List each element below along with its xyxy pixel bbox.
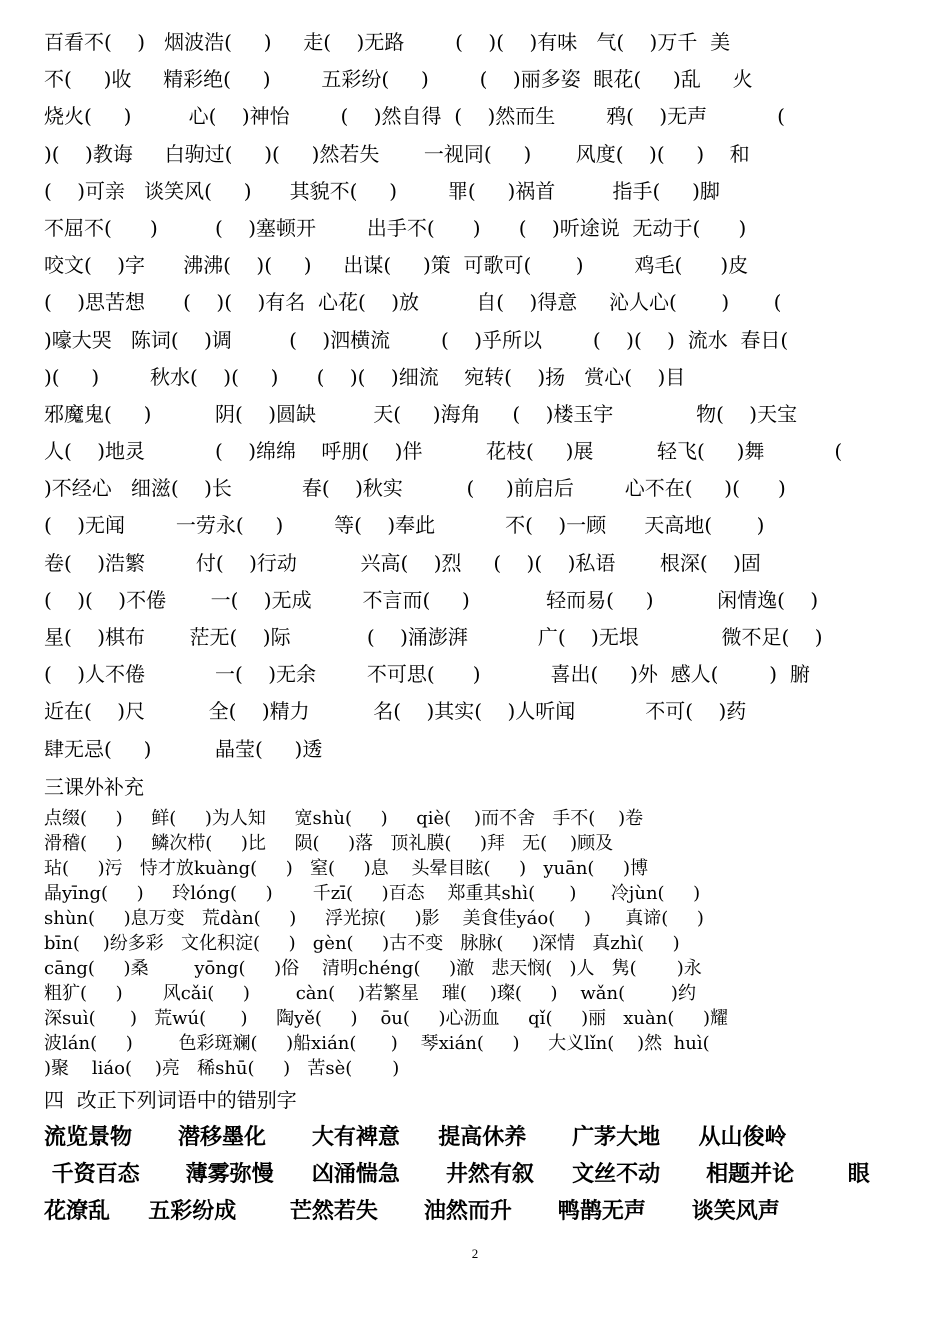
text-line: 千资百态 薄雾弥慢 凶涌惴急 井然有叙 文丝不动 相题并论 眼 bbox=[44, 1160, 870, 1187]
text-line: bīn( )纷多彩 文化积淀( ) gèn( )古不变 脉脉( )深情 真zhì( ) bbox=[44, 932, 680, 954]
text-line: 人( )地灵 ( )绵绵 呼朋( )伴 花枝( )展 轻飞( )舞 ( bbox=[44, 439, 843, 464]
text-line: 点缀( ) 鲜( )为人知 宽shù( ) qiè( )而不舍 手不( )卷 bbox=[44, 807, 644, 829]
page-number: 2 bbox=[471, 1246, 479, 1261]
text-line: cāng( )桑 yōng( )俗 清明chéng( )澈 悲天悯( )人 隽( )永 bbox=[44, 957, 702, 979]
text-line: ( )( )不倦 一( )无成 不言而( ) 轻而易( ) 闲情逸( ) bbox=[44, 587, 819, 612]
text-line: 卷( )浩繁 付( )行动 兴高( )烈 ( )( )私语 根深( )固 bbox=[44, 550, 761, 575]
text-line: 不屈不( ) ( )塞顿开 出手不( ) ( )听途说 无动于( ) bbox=[44, 215, 747, 240]
text-line: )嚎大哭 陈词( )调 ( )泗横流 ( )乎所以 ( )( ) 流水 春日( bbox=[44, 327, 789, 352]
text-line: ( )人不倦 一( )无余 不可思( ) 喜出( )外 感人( ) 腑 bbox=[44, 662, 810, 687]
text-line: shùn( )息万变 荒dàn( ) 浮光掠( )影 美食佳yáo( ) 真谛( ) bbox=[44, 907, 704, 929]
text-line: )聚 liáo( )亮 稀shū( ) 苦sè( ) bbox=[44, 1057, 400, 1079]
text-line: 花潦乱 五彩纷成 芒然若失 油然而升 鸭鹊无声 谈笑风声 bbox=[44, 1197, 780, 1224]
supplement-section bbox=[44, 806, 920, 1081]
section-heading-supplement: 三课外补充 bbox=[44, 774, 144, 799]
correction-section bbox=[44, 1119, 920, 1230]
text-line: 晶yīng( ) 玲lóng( ) 千zī( )百态 郑重其shì( ) 冷jùn( ) bbox=[44, 882, 701, 904]
document-page bbox=[44, 24, 920, 1230]
text-line: 烧火( ) 心( )神怡 ( )然自得 ( )然而生 鸦( )无声 ( bbox=[44, 104, 785, 129]
text-line: 邪魔鬼( ) 阴( )圆缺 天( )海角 ( )楼玉宇 物( )天宝 bbox=[44, 401, 798, 426]
text-line: ( )无闻 一劳永( ) 等( )奉此 不( )一顾 天高地( ) bbox=[44, 513, 765, 538]
text-line: )不经心 细滋( )长 春( )秋实 ( )前启后 心不在( )( ) bbox=[44, 476, 786, 501]
idiom-fill-section bbox=[44, 24, 920, 768]
text-line: 近在( )尺 全( )精力 名( )其实( )人听闻 不可( )药 bbox=[44, 699, 747, 724]
text-line: 不( )收 精彩绝( ) 五彩纷( ) ( )丽多姿 眼花( )乱 火 bbox=[44, 67, 753, 92]
text-line: 粗犷( ) 风cǎi( ) càn( )若繁星 璀( )璨( ) wǎn( )约 bbox=[44, 982, 696, 1004]
text-line: 玷( )污 恃才放kuàng( ) 窒( )息 头晕目眩( ) yuān( )博 bbox=[44, 857, 649, 879]
text-line: )( ) 秋水( )( ) ( )( )细流 宛转( )扬 赏心( )目 bbox=[44, 364, 686, 389]
text-line: )( )教诲 白驹过( )( )然若失 一视同( ) 风度( )( ) 和 bbox=[44, 141, 750, 166]
text-line: ( )思苦想 ( )( )有名 心花( )放 自( )得意 沁人心( ) ( bbox=[44, 290, 782, 315]
text-line: 波lán( ) 色彩斑斓( )船xián( ) 琴xián( ) 大义lǐn( )然 huì( bbox=[44, 1032, 710, 1054]
text-line: 肆无忌( ) 晶莹( )透 bbox=[44, 736, 323, 761]
section-heading-correction: 四 改正下列词语中的错别字 bbox=[44, 1087, 297, 1112]
text-line: 深suì( ) 荒wú( ) 陶yě( ) ōu( )心沥血 qǐ( )丽 xuàn( )耀 bbox=[44, 1007, 728, 1029]
text-line: 滑稽( ) 鳞次栉( )比 陨( )落 顶礼膜( )拜 无( )顾及 bbox=[44, 832, 614, 854]
text-line: 咬文( )字 沸沸( )( ) 出谋( )策 可歌可( ) 鸡毛( )皮 bbox=[44, 253, 749, 278]
text-line: 流览景物 潜移墨化 大有裨意 提高休养 广茅大地 从山俊岭 bbox=[44, 1123, 787, 1150]
text-line: ( )可亲 谈笑风( ) 其貌不( ) 罪( )祸首 指手( )脚 bbox=[44, 178, 720, 203]
text-line: 百看不( ) 烟波浩( ) 走( )无路 ( )( )有味 气( )万千 美 bbox=[44, 30, 731, 54]
text-line: 星( )棋布 茫无( )际 ( )涌澎湃 广( )无垠 微不足( ) bbox=[44, 625, 823, 649]
